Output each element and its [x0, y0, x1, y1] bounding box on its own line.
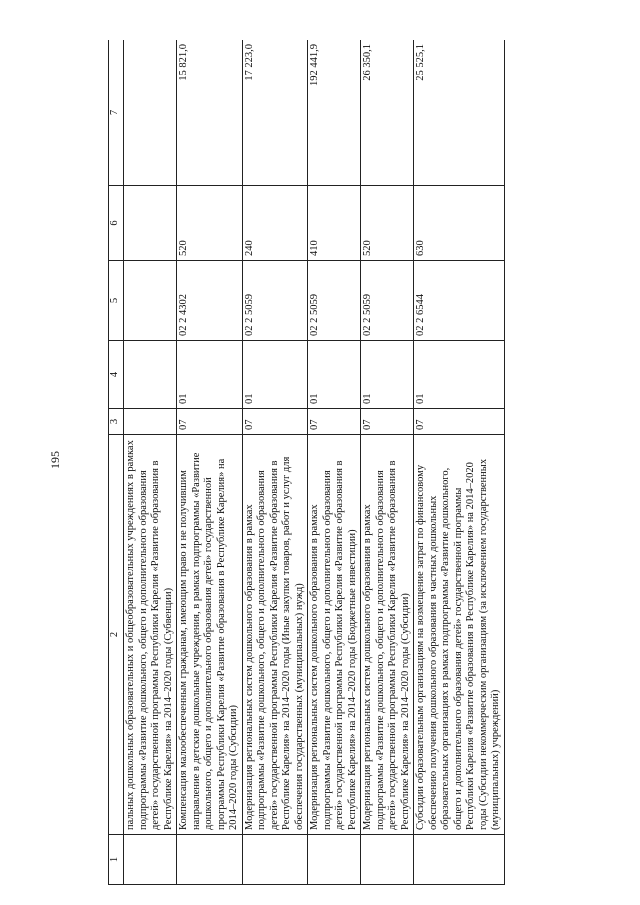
row-subsection-code: 01	[361, 341, 414, 409]
row-amount	[124, 40, 177, 186]
rotated-table-frame	[108, 40, 586, 885]
row-target-code: 02 2 5059	[242, 261, 308, 341]
column-header-7: 7	[109, 40, 124, 186]
row-section-code: 07	[414, 409, 505, 435]
row-description: Модернизация региональных систем дошкольного образования в рамках подпрограммы «Развитие дошкольного, общего и дополнительного образования детей» государственной программы Республики Карелия «Развитие образования в Республике Карелия» на 2014–2020 годы (Субсидии)	[361, 435, 414, 835]
row-section-code: 07	[308, 409, 361, 435]
row-target-code	[124, 261, 177, 341]
row-col-1	[177, 835, 243, 885]
table-row	[177, 40, 243, 885]
row-description: Модернизация региональных систем дошкольного образования в рамках подпрограммы «Развитие дошкольного, общего и дополнительного образования детей» государственной программы Республики Карелия «Развитие образования в Республике Карелия» на 2014–2020 годы (Иные закупки товаров, работ и услуг для обеспечения государственных (муниципальных) нужд)	[242, 435, 308, 835]
row-expense-type: 520	[361, 186, 414, 261]
column-header-6: 6	[109, 186, 124, 261]
row-description: Компенсация малообеспеченным гражданам, имеющим право и не получившим направление в детские дошкольные учреждения, в рамках подпрограммы «Развитие дошкольного, общего и дополнительного образования детей» государственной программы Республики Карелия «Развитие образования в Республике Карелия» на 2014–2020 годы (Субсидии)	[177, 435, 243, 835]
column-header-4: 4	[109, 341, 124, 409]
column-header-2: 2	[109, 435, 124, 835]
row-description: пальных дошкольных образовательных и общеобразовательных учреждениях в рамках подпрограммы «Развитие дошкольного, общего и дополнительного образования детей» государственной программы Республики Карелия «Развитие образования в Республике Карелия» на 2014–2020 годы (Субвенции)	[124, 435, 177, 835]
row-amount: 15 821,0	[177, 40, 243, 186]
column-header-5: 5	[109, 261, 124, 341]
row-amount: 17 223,0	[242, 40, 308, 186]
row-amount: 192 441,9	[308, 40, 361, 186]
row-amount: 25 525,1	[414, 40, 505, 186]
row-expense-type: 240	[242, 186, 308, 261]
row-subsection-code: 01	[177, 341, 243, 409]
row-section-code: 07	[242, 409, 308, 435]
row-col-1	[124, 835, 177, 885]
row-expense-type: 410	[308, 186, 361, 261]
page-number: 195	[48, 451, 62, 469]
row-col-1	[414, 835, 505, 885]
budget-table	[108, 40, 505, 885]
row-subsection-code	[124, 341, 177, 409]
table-row	[242, 40, 308, 885]
row-target-code: 02 2 6544	[414, 261, 505, 341]
row-expense-type	[124, 186, 177, 261]
row-description: Модернизация региональных систем дошкольного образования в рамках подпрограммы «Развитие дошкольного, общего и дополнительного образования детей» государственной программы Республики Карелия «Развитие образования в Республике Карелия» на 2014–2020 годы (Бюджетные инвестиции)	[308, 435, 361, 835]
table-row	[308, 40, 361, 885]
row-amount: 26 350,1	[361, 40, 414, 186]
row-target-code: 02 2 5059	[361, 261, 414, 341]
rotated-table-content	[108, 40, 586, 885]
row-target-code: 02 2 5059	[308, 261, 361, 341]
header-row	[109, 40, 124, 885]
row-expense-type: 630	[414, 186, 505, 261]
table-row	[124, 40, 177, 885]
row-description: Субсидии образовательным организациям на возмещение затрат по финансовому обеспечению получения дошкольного образования в частных дошкольных образовательных организациях в рамках подпрограммы «Развитие дошкольного, общего и дополнительного образования детей» государственной программы Республики Карелия «Развитие образования в Республике Карелия» на 2014–2020 годы (Субсидии некоммерческим организациям (за исключением государственных (муниципальных) учреждений)	[414, 435, 505, 835]
row-col-1	[242, 835, 308, 885]
row-target-code: 02 2 4302	[177, 261, 243, 341]
table-row	[414, 40, 505, 885]
row-subsection-code: 01	[308, 341, 361, 409]
row-expense-type: 520	[177, 186, 243, 261]
row-section-code: 07	[177, 409, 243, 435]
column-header-1: 1	[109, 835, 124, 885]
column-header-3: 3	[109, 409, 124, 435]
row-section-code	[124, 409, 177, 435]
row-subsection-code: 01	[414, 341, 505, 409]
row-section-code: 07	[361, 409, 414, 435]
row-subsection-code: 01	[242, 341, 308, 409]
table-row	[361, 40, 414, 885]
row-col-1	[361, 835, 414, 885]
row-col-1	[308, 835, 361, 885]
